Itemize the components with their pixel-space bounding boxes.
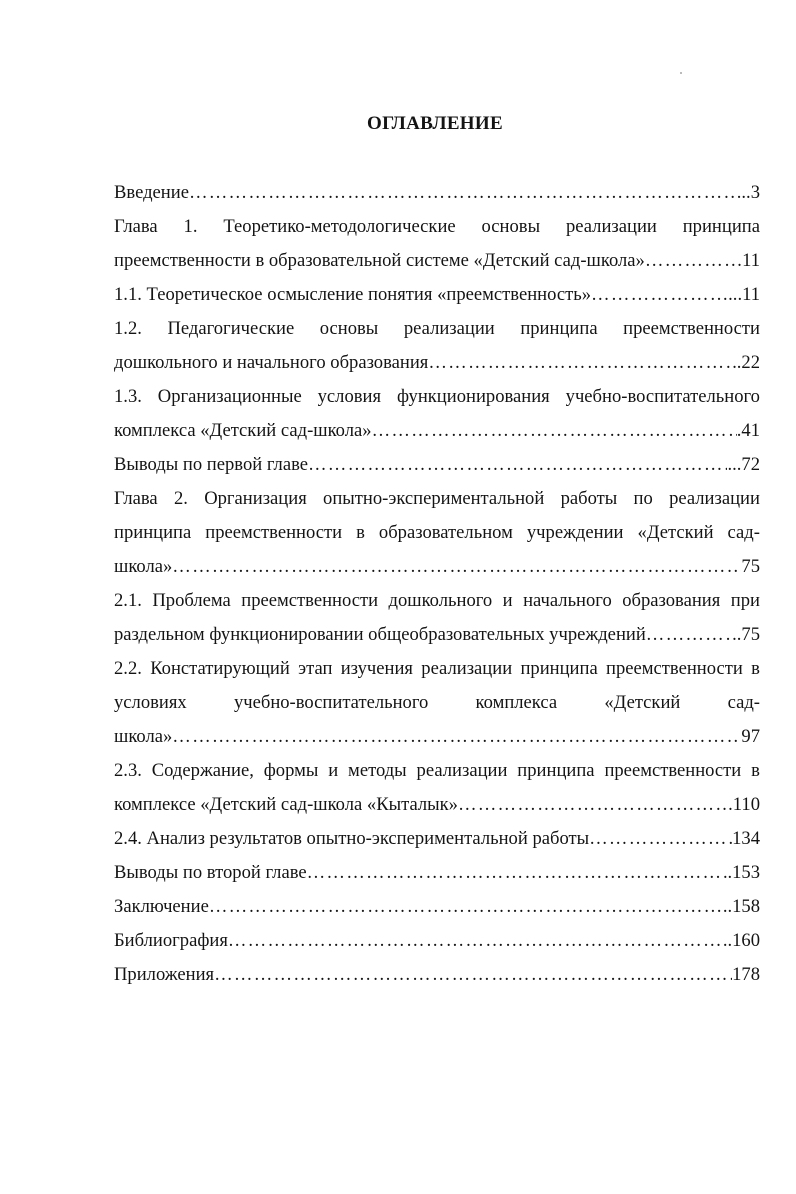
toc-entry-text: преемственности в образовательной системе «Детский сад-школа» bbox=[114, 250, 645, 271]
toc-entry-text: Библиография bbox=[114, 930, 228, 951]
toc-entry-text: 2.4. Анализ результатов опытно-экспериментальной работы bbox=[114, 828, 590, 849]
word: Теоретико-методологические bbox=[223, 216, 456, 237]
word: формы bbox=[263, 760, 319, 781]
word: реализации bbox=[421, 658, 513, 679]
dot-leader bbox=[209, 890, 723, 924]
toc-entry-section-2-2-line-1[interactable] bbox=[114, 652, 760, 686]
toc-page-number: .110 bbox=[728, 794, 760, 815]
word: образования bbox=[622, 590, 721, 611]
word: функционирования bbox=[396, 386, 550, 407]
toc-page-number: .22 bbox=[736, 352, 760, 373]
toc-entry-text: 1.1. Теоретическое осмысление понятия «преемственность» bbox=[114, 284, 592, 305]
toc-entry-bibliography[interactable] bbox=[114, 924, 760, 958]
word: преемственности bbox=[205, 522, 343, 543]
word: образовательном bbox=[378, 522, 513, 543]
toc-entry-text: Введение bbox=[114, 182, 189, 203]
word: сад- bbox=[727, 522, 760, 543]
word: Организация bbox=[204, 488, 307, 509]
word: основы bbox=[319, 318, 379, 339]
toc-page-number: 97 bbox=[741, 726, 760, 747]
word: Констатирующий bbox=[150, 658, 290, 679]
word: Педагогические bbox=[167, 318, 295, 339]
word: комплекса bbox=[475, 692, 558, 713]
toc-entry-section-2-2-line-3[interactable] bbox=[114, 720, 760, 754]
word: 2.1. bbox=[114, 590, 142, 611]
word: и bbox=[328, 760, 339, 781]
toc-entry-section-1-2-line-1[interactable] bbox=[114, 312, 760, 346]
toc-entry-appendices[interactable] bbox=[114, 958, 760, 992]
word: преемственности bbox=[241, 590, 379, 611]
toc-page-number: ..75 bbox=[732, 624, 760, 645]
word: изучения bbox=[340, 658, 413, 679]
word: по bbox=[633, 488, 653, 509]
dot-leader bbox=[428, 346, 736, 380]
toc-entry-section-2-4[interactable] bbox=[114, 822, 760, 856]
toc-page-number: 75 bbox=[741, 556, 760, 577]
toc-entry-conclusions-chapter-2[interactable] bbox=[114, 856, 760, 890]
word: 1.3. bbox=[114, 386, 142, 407]
toc-entry-section-2-2-line-2[interactable] bbox=[114, 686, 760, 720]
word: в bbox=[751, 760, 760, 781]
dot-leader bbox=[214, 958, 732, 992]
word: преемственности bbox=[606, 658, 743, 679]
toc-entry-conclusions-chapter-1[interactable] bbox=[114, 448, 760, 482]
word: в bbox=[356, 522, 365, 543]
word: начального bbox=[523, 590, 612, 611]
toc-entry-text: школа» bbox=[114, 726, 173, 747]
word: принципа bbox=[517, 760, 595, 781]
word: 1.2. bbox=[114, 318, 142, 339]
word: условиях bbox=[114, 692, 187, 713]
word: 1. bbox=[183, 216, 198, 237]
word: реализации bbox=[669, 488, 760, 509]
toc-entry-intro[interactable] bbox=[114, 176, 760, 210]
toc-entry-section-2-3-line-1[interactable] bbox=[114, 754, 760, 788]
toc-entry-section-1-1[interactable] bbox=[114, 278, 760, 312]
toc-page-number: 11 bbox=[742, 250, 760, 271]
dot-leader bbox=[172, 720, 741, 754]
toc-entry-text: дошкольного и начального образования bbox=[114, 352, 429, 373]
toc-entry-conclusion[interactable] bbox=[114, 890, 760, 924]
toc-page-number: ..158 bbox=[722, 896, 760, 917]
word: принципа bbox=[114, 522, 192, 543]
word: принципа bbox=[682, 216, 760, 237]
word: учебно-воспитательного bbox=[565, 386, 760, 407]
toc-page-number: ...11 bbox=[728, 284, 760, 305]
word: сад- bbox=[727, 692, 760, 713]
toc-entry-section-1-2-line-2[interactable] bbox=[114, 346, 760, 380]
dot-leader bbox=[458, 788, 728, 822]
word: преемственности bbox=[604, 760, 742, 781]
toc-entry-chapter-2-line-1[interactable] bbox=[114, 482, 760, 516]
toc-entry-chapter-2-line-2[interactable] bbox=[114, 516, 760, 550]
word: методы bbox=[348, 760, 407, 781]
word: принципа bbox=[520, 658, 598, 679]
dot-leader bbox=[589, 822, 732, 856]
table-of-contents bbox=[114, 176, 760, 992]
word: преемственности bbox=[623, 318, 760, 339]
word: реализации bbox=[403, 318, 495, 339]
word: Глава bbox=[114, 216, 158, 237]
word: в bbox=[751, 658, 760, 679]
word: учебно-воспитательного bbox=[233, 692, 429, 713]
toc-entry-text: комплексе «Детский сад-школа «Кыталык» bbox=[114, 794, 458, 815]
toc-entry-chapter-1-line-1[interactable] bbox=[114, 210, 760, 244]
toc-page-number: 134 bbox=[732, 828, 760, 849]
word: Глава bbox=[114, 488, 158, 509]
toc-entry-section-1-3-line-1[interactable] bbox=[114, 380, 760, 414]
dot-leader bbox=[372, 414, 737, 448]
page-title: ОГЛАВЛЕНИЕ bbox=[367, 113, 503, 134]
word: при bbox=[730, 590, 760, 611]
dot-leader bbox=[591, 278, 728, 312]
word: 2.3. bbox=[114, 760, 142, 781]
word: реализации bbox=[565, 216, 657, 237]
toc-entry-section-2-1-line-1[interactable] bbox=[114, 584, 760, 618]
toc-entry-text: раздельном функционировании общеобразовательных учреждений bbox=[114, 624, 646, 645]
toc-entry-text: Выводы по первой главе bbox=[114, 454, 308, 475]
toc-page-number: .41 bbox=[736, 420, 760, 441]
word: дошкольного bbox=[388, 590, 493, 611]
word: условия bbox=[317, 386, 382, 407]
word: и bbox=[502, 590, 513, 611]
word: основы bbox=[481, 216, 541, 237]
dot-leader bbox=[646, 618, 732, 652]
toc-entry-text: Выводы по второй главе bbox=[114, 862, 307, 883]
dot-leader bbox=[172, 550, 741, 584]
toc-page-number: ...3 bbox=[736, 182, 760, 203]
word: этап bbox=[298, 658, 333, 679]
word: опытно-экспериментальной bbox=[323, 488, 545, 509]
toc-entry-chapter-1-line-2[interactable] bbox=[114, 244, 760, 278]
dot-leader bbox=[645, 244, 742, 278]
toc-page-number: 178 bbox=[732, 964, 760, 985]
toc-entry-chapter-2-line-3[interactable] bbox=[114, 550, 760, 584]
word: «Детский bbox=[637, 522, 714, 543]
toc-entry-text: школа» bbox=[114, 556, 173, 577]
dot-leader bbox=[189, 176, 737, 210]
toc-entry-section-2-3-line-2[interactable] bbox=[114, 788, 760, 822]
toc-page-number: ..160 bbox=[722, 930, 760, 951]
word: работы bbox=[560, 488, 618, 509]
dot-leader bbox=[307, 856, 728, 890]
word: Содержание, bbox=[151, 760, 254, 781]
word: реализации bbox=[416, 760, 508, 781]
word: принципа bbox=[520, 318, 598, 339]
scan-speck bbox=[680, 72, 682, 74]
toc-page-number: .153 bbox=[727, 862, 760, 883]
word: 2.2. bbox=[114, 658, 142, 679]
word: 2. bbox=[173, 488, 188, 509]
toc-entry-section-1-3-line-2[interactable] bbox=[114, 414, 760, 448]
toc-page-number: ...72 bbox=[727, 454, 760, 475]
word: Проблема bbox=[152, 590, 231, 611]
toc-entry-text: Заключение bbox=[114, 896, 209, 917]
word: учреждении bbox=[526, 522, 624, 543]
toc-entry-text: Приложения bbox=[114, 964, 215, 985]
word: «Детский bbox=[604, 692, 681, 713]
toc-entry-text: комплекса «Детский сад-школа» bbox=[114, 420, 372, 441]
dot-leader bbox=[228, 924, 723, 958]
word: Организационные bbox=[157, 386, 302, 407]
dot-leader bbox=[308, 448, 727, 482]
toc-entry-section-2-1-line-2[interactable] bbox=[114, 618, 760, 652]
